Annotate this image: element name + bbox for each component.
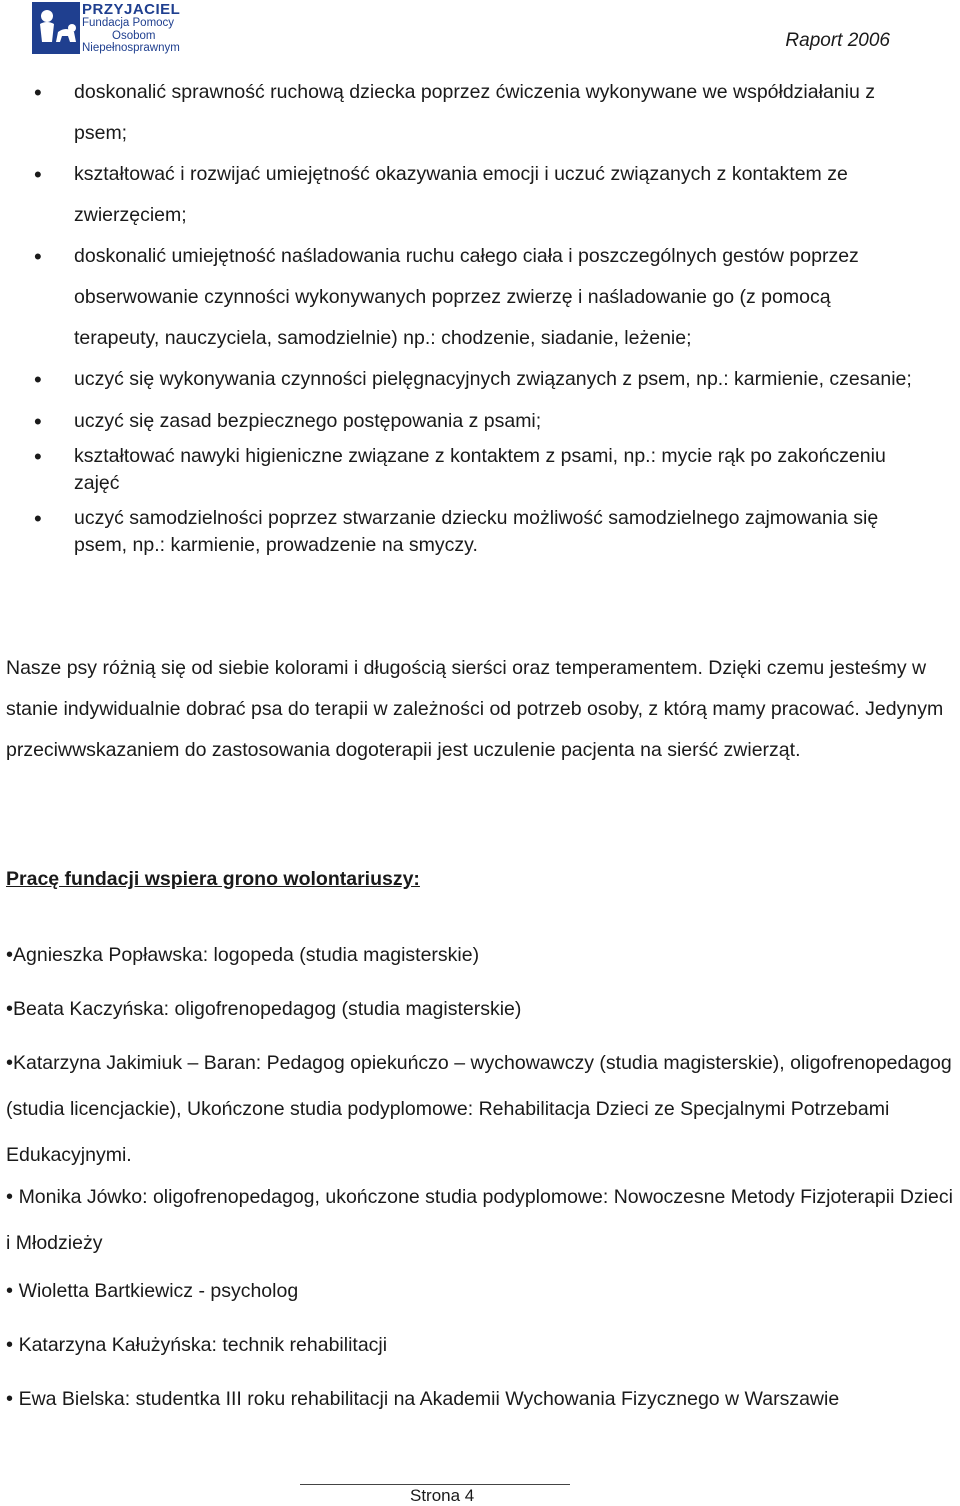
foundation-logo — [32, 2, 212, 54]
bullet-icon: • — [6, 1388, 19, 1410]
logo-title: PRZYJACIEL — [82, 1, 181, 18]
logo-text — [82, 2, 180, 55]
goal-item: • doskonalić sprawność ruchową dziecka poprzez ćwiczenia wykonywane we współdziałaniu z psem; — [0, 72, 960, 154]
logo-line-1: Fundacja Pomocy — [82, 17, 175, 29]
volunteer-item — [6, 1322, 956, 1368]
volunteer-item — [6, 1268, 956, 1314]
volunteer-text: Wioletta Bartkiewicz - psycholog — [18, 1280, 299, 1302]
goal-item: • kształtować i rozwijać umiejętność okazywania emocji i uczuć związanych z kontaktem ze zwierzęciem; — [0, 154, 960, 236]
report-label: Raport 2006 — [785, 30, 890, 51]
goal-item: • kształtować nawyki higieniczne związane z kontaktem z psami, np.: mycie rąk po zakończeniu zajęć — [0, 443, 960, 497]
goal-item: • uczyć samodzielności poprzez stwarzanie dziecku możliwość samodzielnego zajmowania się psem, np.: karmienie, prowadzenie na smyczy. — [0, 505, 960, 559]
volunteer-text: Katarzyna Jakimiuk – Baran: Pedagog opiekuńczo – wychowawczy (studia magisterskie), oligofrenopedagog (studia licencjackie), Ukończone studia podyplomowe: Rehabilitacja Dzieci ze Specjalnymi Potrzebami Edukacyjnymi. — [6, 1052, 952, 1166]
volunteer-text: Monika Jówko: oligofrenopedagog, ukończone studia podyplomowe: Nowoczesne Metody Fizjoterapii Dzieci i Młodzieży — [6, 1186, 953, 1254]
volunteer-item — [6, 986, 956, 1032]
volunteer-text: Ewa Bielska: studentka III roku rehabilitacji na Akademii Wychowania Fizycznego w Warszawie — [18, 1388, 840, 1410]
bullet-icon: • — [6, 1280, 19, 1302]
logo-line-2: Osobom — [112, 29, 156, 42]
page-number: Strona 4 — [410, 1486, 475, 1505]
bullet-icon: • — [6, 998, 14, 1020]
volunteer-text: Beata Kaczyńska: oligofrenopedagog (studia magisterskie) — [13, 998, 522, 1020]
logo-line-3: Niepełnosprawnym — [82, 42, 180, 54]
logo-emblem-icon — [32, 2, 80, 54]
goal-item: • uczyć się zasad bezpiecznego postępowania z psami; — [0, 408, 960, 435]
volunteer-text: Katarzyna Kałużyńska: technik rehabilitacji — [18, 1334, 388, 1356]
volunteer-text: Agnieszka Popławska: logopeda (studia magisterskie) — [13, 944, 480, 966]
volunteer-item — [6, 1174, 956, 1266]
volunteer-item — [6, 1376, 956, 1422]
goal-item: • doskonalić umiejętność naśladowania ruchu całego ciała i poszczególnych gestów poprzez obserwowanie czynności wykonywanych poprzez zwierzę i naśladowanie go (z pomocą terapeuty, nauczyciela, samodzielnie) np.: chodzenie, siadanie, leżenie; — [0, 236, 960, 359]
volunteer-item — [6, 932, 956, 978]
bullet-icon: • — [6, 944, 14, 966]
bullet-icon: • — [6, 1334, 19, 1356]
dogs-paragraph: Nasze psy różnią się od siebie kolorami i długością sierści oraz temperamentem. Dzięki czemu jesteśmy w stanie indywidualnie dobrać psa do terapii w zależności od potrzeb osoby, z którą mamy pracować. Jedynym przeciwwskazaniem do zastosowania dogoterapii jest uczulenie pacjenta na sierść zwierząt. — [6, 657, 944, 761]
volunteer-item — [6, 1040, 956, 1178]
therapy-goals-list — [0, 72, 960, 559]
footer-divider — [300, 1484, 570, 1485]
volunteers-heading: Pracę fundacji wspiera grono wolontariuszy: — [6, 868, 420, 890]
bullet-icon: • — [6, 1052, 14, 1074]
bullet-icon: • — [6, 1186, 19, 1208]
goal-item: • uczyć się wykonywania czynności pielęgnacyjnych związanych z psem, np.: karmienie, czesanie; — [0, 359, 960, 400]
